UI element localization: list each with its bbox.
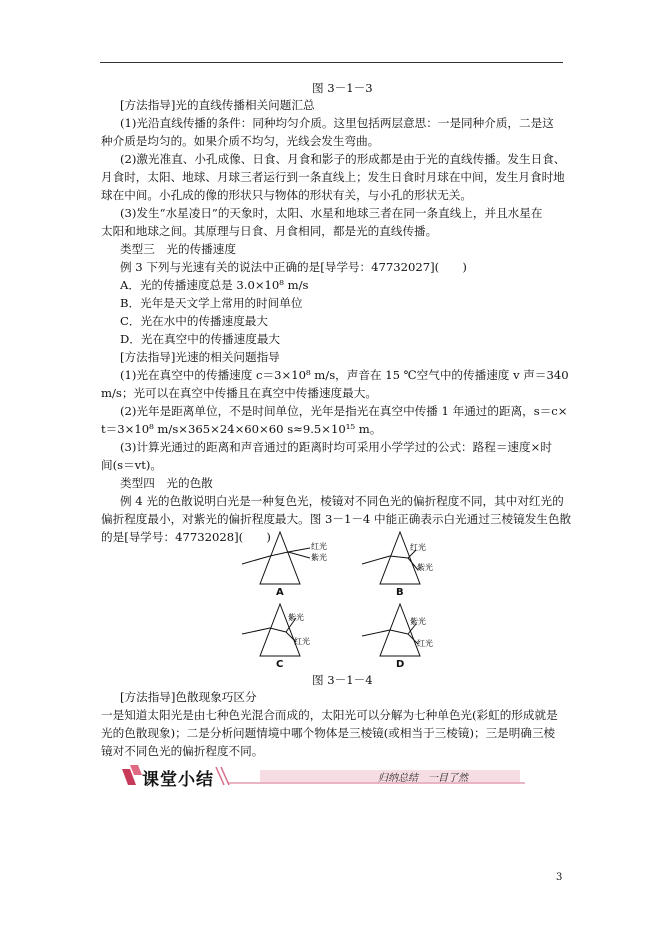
- option-b: B．光年是天文学上常用的时间单位: [120, 296, 303, 310]
- prism-d-bottom-label: 红光: [417, 639, 433, 648]
- text-line: (3)发生“水星凌日”的天象时，太阳、水星和地球三者在同一条直线上，并且水星在: [120, 206, 543, 220]
- page-number: 3: [556, 872, 563, 883]
- prism-d-triangle: [380, 604, 420, 656]
- prism-b-triangle: [380, 532, 420, 584]
- option-d: D．光在真空中的传播速度最大: [120, 332, 281, 346]
- text-line: 光的色散现象)；二是分析问题情境中哪个物体是三棱镜(或相当于三棱镜)；三是明确三棱: [101, 726, 556, 740]
- banner-title: 课堂小结: [142, 770, 214, 790]
- prism-d-top-label: 紫光: [410, 617, 426, 626]
- prism-c: [242, 604, 310, 656]
- text-line: [方法指导]色散现象巧区分: [120, 690, 257, 704]
- prism-a-red-ray: [288, 548, 310, 552]
- prism-a-triangle: [260, 532, 300, 584]
- text-line: (3)计算光通过的距离和声音通过的距离时均可采用小学学过的公式：路程＝速度×时: [120, 440, 552, 454]
- text-line: (2)激光准直、小孔成像、日食、月食和影子的形成都是由于光的直线传播。发生日食、: [120, 152, 566, 166]
- option-a: A．光的传播速度总是 3.0×10⁸ m/s: [120, 278, 309, 292]
- prism-b: [362, 532, 433, 584]
- text-line: (1)光在真空中的传播速度 c＝3×10⁸ m/s，声音在 15 ℃空气中的传播速度 v 声＝340: [120, 368, 569, 382]
- prism-a-violet-ray: [288, 552, 310, 558]
- prism-a-top-label: 红光: [311, 542, 327, 551]
- figure-letter-b: B: [396, 587, 404, 598]
- text-line: 的是[导学号：47732028]( ): [101, 530, 271, 544]
- question-stem: 例 3 下列与光速有关的说法中正确的是[导学号：47732027]( ): [120, 260, 467, 274]
- prism-d: [362, 604, 433, 656]
- section-heading: 类型三 光的传播速度: [120, 242, 236, 256]
- figure-caption-3-1-3: 图 3－1－3: [312, 81, 373, 95]
- text-line: 间(s＝vt)。: [101, 458, 162, 472]
- prism-b-top-label: 红光: [410, 543, 426, 552]
- text-line: 太阳和地球之间。其原理与日食、月食相同，都是光的直线传播。: [101, 224, 438, 238]
- text-line: [方法指导]光速的相关问题指导: [120, 350, 280, 364]
- banner-right-text: 归纳总结 一目了然: [378, 773, 468, 784]
- figure-caption-3-1-4: 图 3－1－4: [312, 673, 373, 687]
- text-line: (1)光沿直线传播的条件：同种均匀介质。这里包括两层意思：一是同种介质，二是这: [120, 116, 554, 130]
- text-line: t＝3×10⁸ m/s×365×24×60×60 s≈9.5×10¹⁵ m。: [101, 422, 382, 436]
- prism-c-bottom-label: 红光: [294, 637, 310, 646]
- prism-figure: [240, 528, 440, 672]
- prism-a: [242, 532, 327, 584]
- text-line: (2)光年是距离单位，不是时间单位，光年是指光在真空中传播 1 年通过的距离，s＝c×: [120, 404, 568, 418]
- question-stem: 例 4 光的色散说明白光是一种复色光，棱镜对不同色光的偏折程度不同，其中对红光的: [120, 494, 564, 508]
- section-heading: 类型四 光的色散: [120, 476, 213, 490]
- text-line: 一是知道太阳光是由七种色光混合而成的，太阳光可以分解为七种单色光(彩虹的形成就是: [101, 708, 558, 722]
- text-line: [方法指导]光的直线传播相关问题汇总: [120, 98, 315, 112]
- text-line: 月食时，太阳、地球、月球三者运行到一条直线上；发生日食时月球在中间，发生月食时地: [101, 170, 565, 184]
- prism-c-top-label: 紫光: [288, 613, 304, 622]
- text-line: 偏折程度最小，对紫光的偏折程度最大。图 3－1－4 中能正确表示白光通过三棱镜发生色散: [101, 512, 572, 526]
- summary-banner: [120, 763, 525, 789]
- text-line: 球在中间。小孔成的像的形状只与物体的形状有关，与小孔的形状无关。: [101, 188, 473, 202]
- text-line: 镜对不同色光的偏折程度不同。: [101, 744, 264, 758]
- prism-a-bottom-label: 紫光: [311, 553, 327, 562]
- figure-letter-c: C: [276, 659, 284, 670]
- prism-b-bottom-label: 紫光: [417, 563, 433, 572]
- option-c: C．光在水中的传播速度最大: [120, 314, 268, 328]
- prism-a-incident-ray: [242, 556, 270, 564]
- figure-letter-d: D: [396, 659, 405, 670]
- figure-letter-a: A: [276, 587, 284, 598]
- prism-b-incident-ray: [362, 556, 390, 564]
- text-line: 种介质是均匀的。如果介质不均匀，光线会发生弯曲。: [101, 134, 380, 148]
- prism-d-incident-ray: [362, 630, 390, 636]
- prism-c-incident-ray: [242, 628, 270, 634]
- header-rule: [100, 62, 563, 63]
- text-line: m/s；光可以在真空中传播且在真空中传播速度最大。: [101, 386, 377, 400]
